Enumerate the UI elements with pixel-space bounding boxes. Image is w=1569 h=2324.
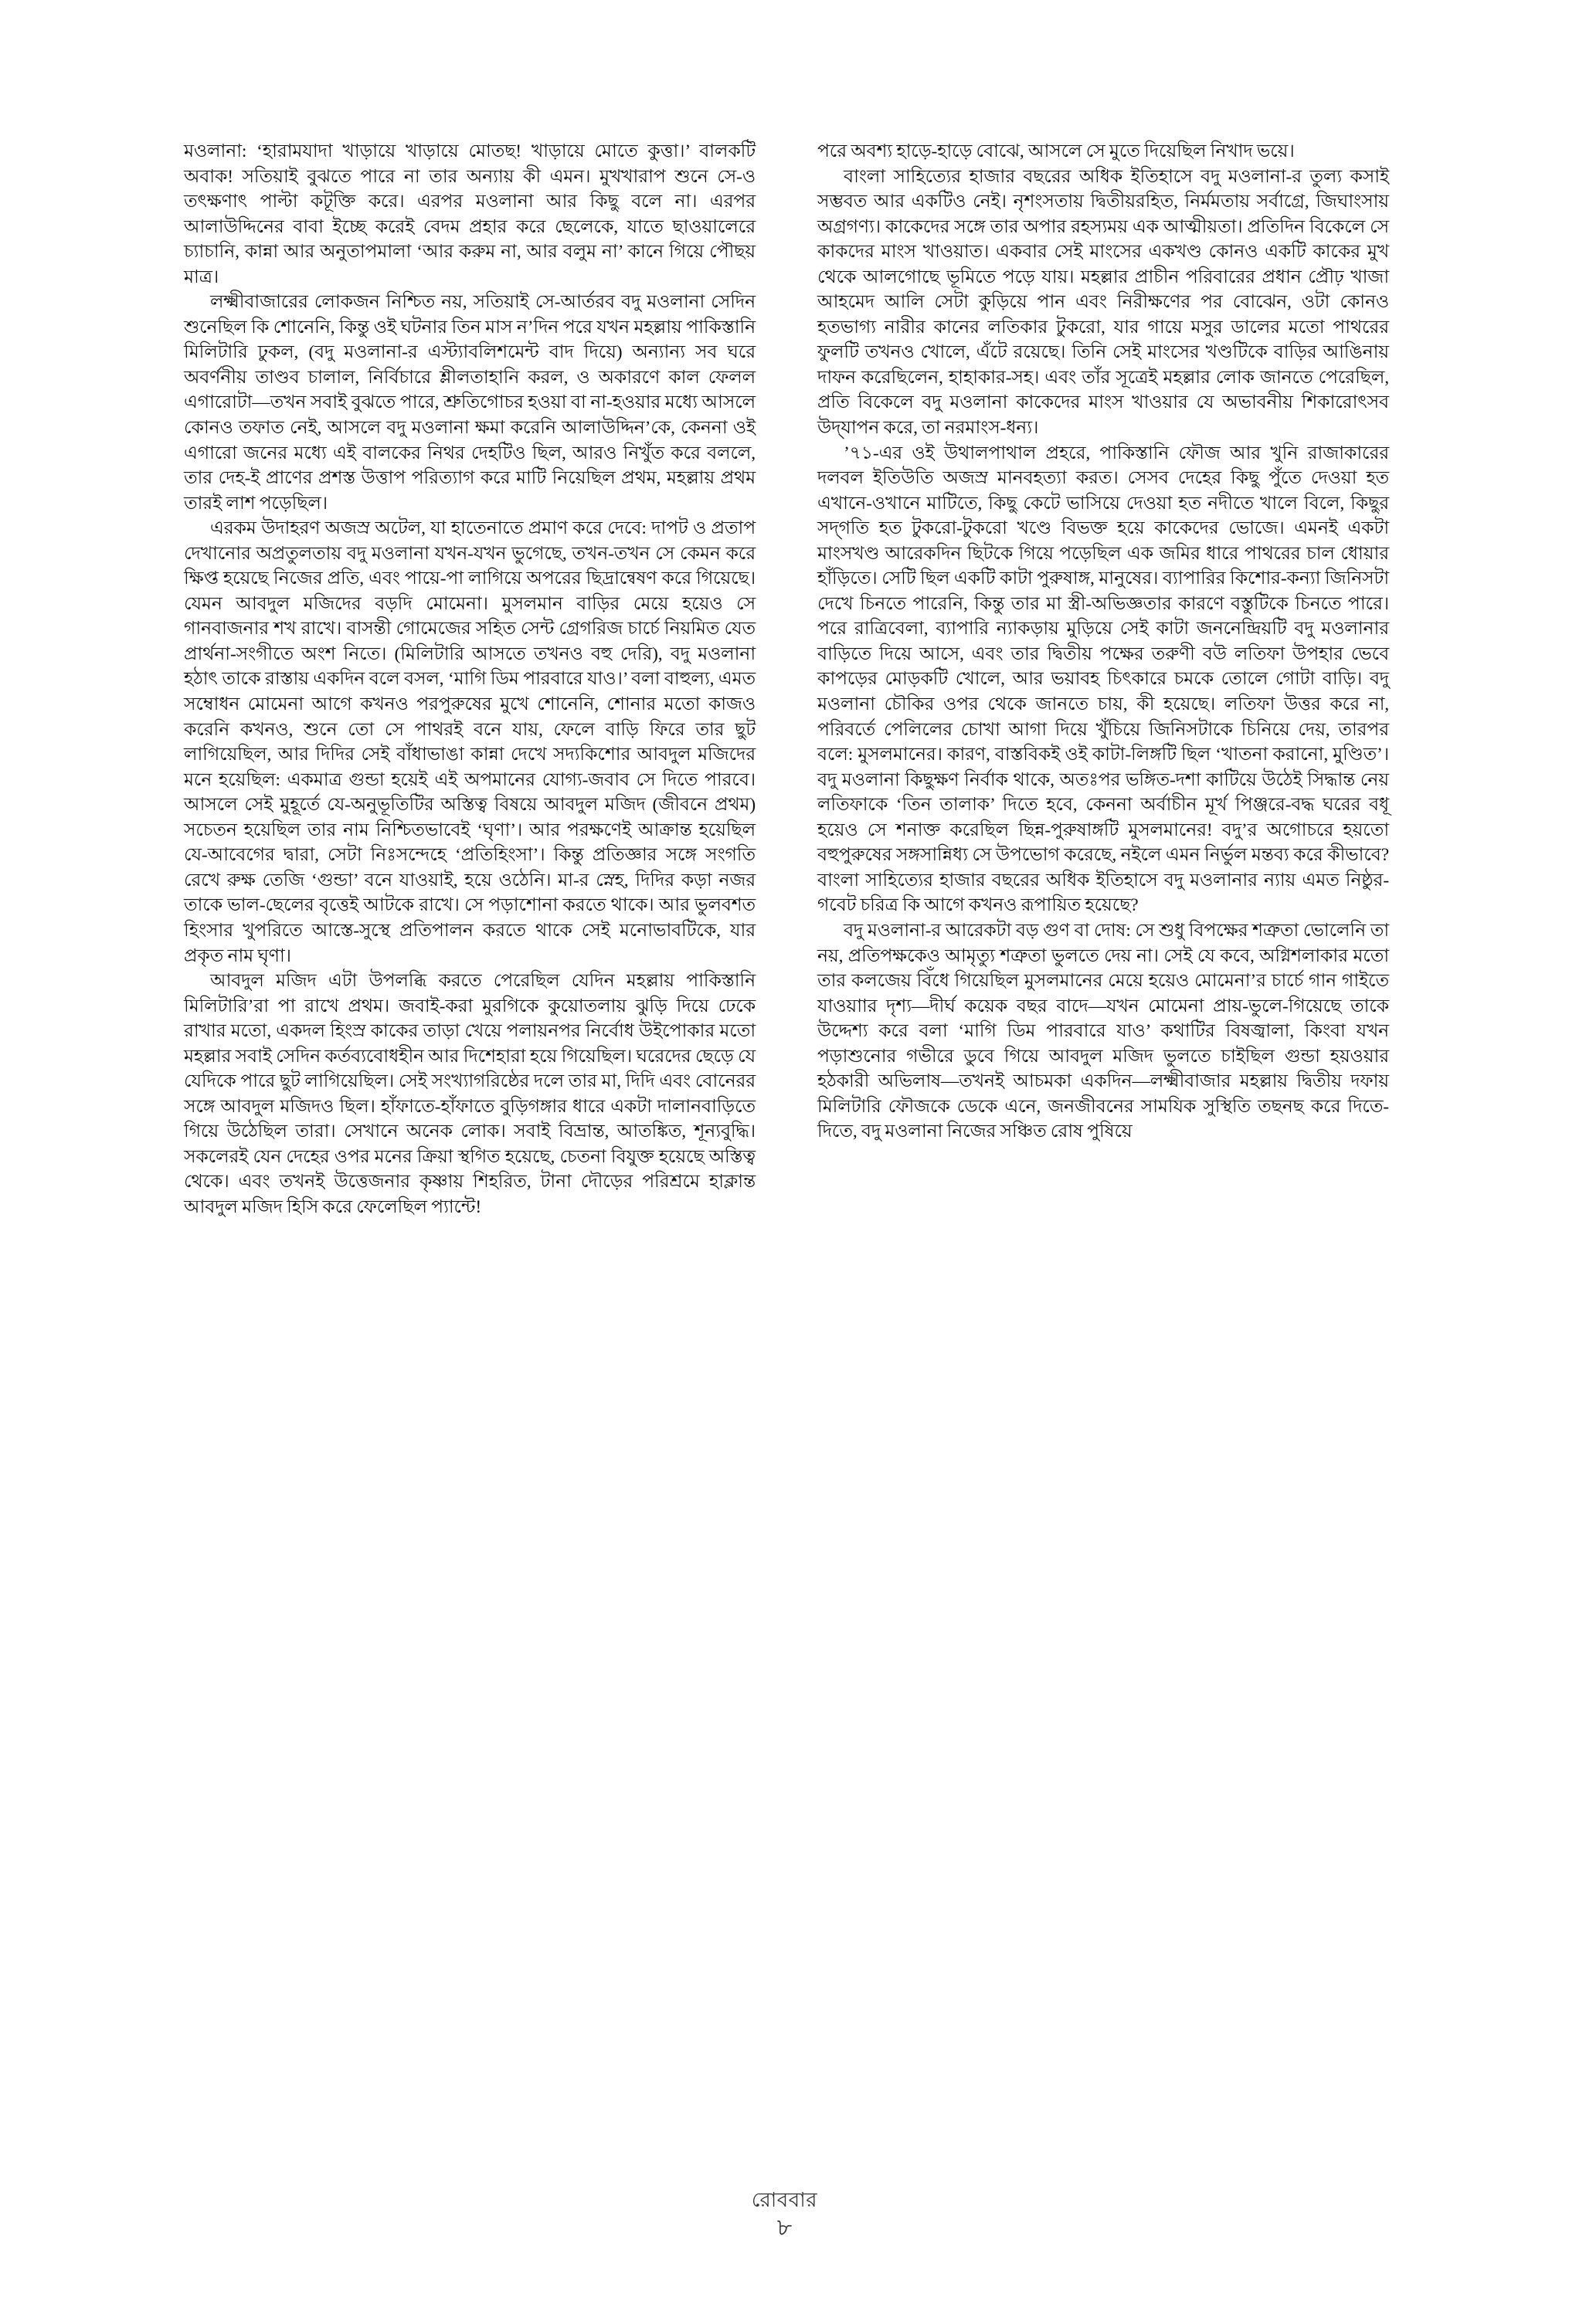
paragraph: বাংলা সাহিত্যের হাজার বছরের অধিক ইতিহাসে বদু মওলানা-র তুল্য কসাই সম্ভবত আর একটিও নেই। নৃশংসতায় দ্বিতীয়রহিত, নির্মমতায় সর্বাগ্রে, জিঘাংসায় অগ্রগণ্য। কাকেদের সঙ্গে তার অপার রহস্যময় এক আত্মীয়তা। প্রতিদিন বিকেলে সে কাকদের মাংস খাওয়াত। একবার সেই মাংসের একখণ্ড কোনও একটি কাকের মুখ থেকে আলগোছে ভূমিতে পড়ে যায়। মহল্লার প্রাচীন পরিবারের প্রধান প্রৌঢ় খাজা আহমেদ আলি সেটা কুড়িয়ে পান এবং নিরীক্ষণের পর বোঝেন, ওটা কোনও হতভাগ্য নারীর কানের লতিকার টুকরো, যার গায়ে মসুর ডালের মতো পাথরের ফুলটি তখনও খোলে, এঁটে রয়েছে। তিনি সেই মাংসের খণ্ডটিকে বাড়ির আঙিনায় দাফন করেছিলেন, হাহাকার-সহ। এবং তাঁর সূত্রেই মহল্লার লোক জানতে পেরেছিল, প্রতি বিকেলে বদু মওলানা কাকেদের মাংস খাওয়ার যে অভাবনীয় শিকারোৎসব উদ্‌যাপন করে, তা নরমাংস-ধন্য। xyxy=(817,166,1389,439)
page-number: ৮ xyxy=(776,2215,793,2241)
paragraph: পরে অবশ্য হাড়ে-হাড়ে বোঝে, আসলে সে মুতে দিয়েছিল নিখাদ ভয়ে। xyxy=(817,141,1295,161)
paragraph: মওলানা: ‘হারামযাদা খাড়ায়ে খাড়ায়ে মোতছ! খাড়ায়ে মোতে কুত্তা।’ বালকটি অবাক! সতিয়াই বুঝতে পারে না তার অন্যায় কী এমন। মুখখারাপ শুনে সে-ও তৎক্ষণাৎ পাল্টা কটূক্তি করে। এরপর মওলানা আর কিছু বলে না। এরপর আলাউদ্দিনের বাবা ইচ্ছে করেই বেদম প্রহার করে ছেলেকে, যাতে ছাওয়ালেরে চ্যাচানি, কান্না আর অনুতাপমালা ‘আর করুম না, আর বলুম না’ কানে গিয়ে পৌছয় মাত্র। xyxy=(184,141,756,287)
paragraph: ’৭১-এর ওই উথালপাথাল প্রহরে, পাকিস্তানি ফৌজ আর খুনি রাজাকারের দলবল ইতিউতি অজস্র মানবহত্যা করত। সেসব দেহের কিছু পুঁতে দেওয়া হত এখানে-ওখানে মাটিতে, কিছু কেটে ভাসিয়ে দেওয়া হত নদীতে খালে বিলে, কিছুর সদ্‌গতি হত টুকরো-টুকরো খণ্ডে বিভক্ত হয়ে কাকেদের ভোজে। এমনই একটা মাংসখণ্ড আরেকদিন ছিটকে গিয়ে পড়েছিল এক জমির ধারে পাথরের চাল ধোয়ার হাঁড়িতে। সেটি ছিল একটি কাটা পুরুষাঙ্গ, মানুষের। ব্যাপারির কিশোর-কন্যা জিনিসটা দেখে চিনতে পারেনি, কিন্তু তার মা স্ত্রী-অভিজ্ঞতার কারণে বস্তুটিকে চিনতে পারে। পরে রাত্রিবেলা, ব্যাপারি ন্যাকড়ায় মুড়িয়ে সেই কাটা জননেন্দ্রিয়টি বদু মওলানার বাড়িতে দিয়ে আসে, এবং তার দ্বিতীয় পক্ষের তরুণী বউ লতিফা উপহার ভেবে কাপড়ের মোড়কটি খোলে, আর ভয়াবহ চিৎকারে চমকে তোলে গোটা বাড়ি। বদু মওলানা চৌকির ওপর থেকে জানতে চায়, কী হয়েছে। লতিফা উত্তর করে না, পরিবর্তে পেলিলের চোখা আগা দিয়ে খুঁচিয়ে জিনিসটাকে চিনিয়ে দেয়, তারপর বলে: মুসলমানের। কারণ, বাস্তবিকই ওই কাটা-লিঙ্গটি ছিল ‘খাতনা করানো, মুণ্ডিত’। বদু মওলানা কিছুক্ষণ নির্বাক থাকে, অতঃপর ভঙ্গিত-দশা কাটিয়ে উঠেই সিদ্ধান্ত নেয় লতিফাকে ‘তিন তালাক’ দিতে হবে, কেননা অর্বাচীন মূর্খ পিঞ্জরে-বদ্ধ ঘরের বধূ হয়েও সে শনাক্ত করেছিল ছিন্ন-পুরুষাঙ্গটি মুসলমানের! বদু’র অগোচরে হয়তো বহুপুরুষের সঙ্গসান্নিধ্য সে উপভোগ করেছে, নইলে এমন নির্ভুল মন্তব্য করে কীভাবে? বাংলা সাহিত্যের হাজার বছরের অধিক ইতিহাসে বদু মওলানার ন্যায় এমত নিষ্ঠুর-গবেট চরিত্র কি আগে কখনও রূপায়িত হয়েছে? xyxy=(817,443,1389,916)
two-column-body xyxy=(184,139,1389,2147)
paragraph: এরকম উদাহরণ অজস্র অটেল, যা হাতেনাতে প্রমাণ করে দেবে: দাপট ও প্রতাপ দেখানোর অপ্রতুলতায় বদু মওলানা যখন-যখন ভুগেছে, তখন-তখন সে কেমন করে ক্ষিপ্ত হয়েছে নিজের প্রতি, এবং পায়ে-পা লাগিয়ে অপরের ছিদ্রান্বেষণ করে গিয়েছে। যেমন আবদুল মজিদের বড়দি মোমেনা। মুসলমান বাড়ির মেয়ে হয়েও সে গানবাজনার শখ রাখে। বাসন্তী গোমেজের সহিত সেন্ট গ্রেগরিজ চার্চে নিয়মিত যেত প্রার্থনা-সংগীতে অংশ নিতে। (মিলিটারি আসতে তখনও বহু দেরি), বদু মওলানা হঠাৎ তাকে রাস্তায় একদিন বলে বসল, ‘মাগি ডিম পারবারে যাও।’ বলা বাহুল্য, এমত সম্বোধন মোমেনা আগে কখনও পরপুরুষের মুখে শোনেনি, শোনার মতো কাজও করেনি কখনও, শুনে তো সে পাথরই বনে যায়, ফেলে বাড়ি ফিরে তার ছুট লাগিয়েছিল, আর দিদির সেই বাঁধাভাঙা কান্না দেখে সদ্যকিশোর আবদুল মজিদের মনে হয়েছিল: একমাত্র গুন্ডা হয়েই এই অপমানের যোগ্য-জবাব সে দিতে পারবে। আসলে সেই মুহূর্তে যে-অনুভূতিটির অস্তিত্ব বিষয়ে আবদুল মজিদ (জীবনে প্রথম) সচেতন হয়েছিল তার নাম নিশ্চিতভাবেই ‘ঘৃণা’। আর পরক্ষণেই আক্রান্ত হয়েছিল যে-আবেগের দ্বারা, সেটা নিঃসন্দেহে ‘প্রতিহিংসা’। কিন্তু প্রতিজ্ঞার সঙ্গে সংগতি রেখে রুক্ষ তেজি ‘গুন্ডা’ বনে যাওয়াই, হয়ে ওঠেনি। মা-র স্নেহ, দিদির কড়া নজর তাকে ভাল-ছেলের বৃত্তেই আটকে রাখে। সে পড়াশোনা করতে থাকে। আর ভুলবশত হিংসার খুপরিতে আস্তে-সুস্থে প্রতিপালন করতে থাকে সেই মনোভাবটিকে, যার প্রকৃত নাম ঘৃণা। xyxy=(184,518,756,966)
paragraph: আবদুল মজিদ এটা উপলব্ধি করতে পেরেছিল যেদিন মহল্লায় পাকিস্তানি মিলিটারি’রা পা রাখে প্রথম। জবাই-করা মুরগিকে কুয়োতলায় ঝুড়ি দিয়ে ঢেকে রাখার মতো, একদল হিংস্র কাকের তাড়া খেয়ে পলায়নপর নির্বোধ উইপোকার মতো মহল্লার সবাই সেদিন কর্তব্যবোধহীন আর দিশেহারা হয়ে গিয়েছিল। ঘরেদের ছেড়ে যে যেদিকে পারে ছুট লাগিয়েছিল। সেই সংখ্যাগরিষ্ঠের দলে তার মা, দিদি এবং বোনেরর সঙ্গে আবদুল মজিদও ছিল। হাঁফাতে-হাঁফাতে বুড়িগঙ্গার ধারে একটা দালানবাড়িতে গিয়ে উঠেছিল তারা। সেখানে অনেক লোক। সবাই বিভ্রান্ত, আতঙ্কিত, শূন্যবুদ্ধি। সকলেরই যেন দেহের ওপর মনের ক্রিয়া স্থগিত হয়েছে, চেতনা বিযুক্ত হয়েছে অস্তিত্ব থেকে। এবং তখনই উত্তেজনার কৃষ্ণায় শিহরিত, টানা দৌড়ের পরিশ্রমে হাক্লান্ত আবদুল মজিদ হিসি করে ফেলেছিল প্যান্টে! xyxy=(184,971,756,1217)
paragraph: বদু মওলানা-র আরেকটা বড় গুণ বা দোষ: সে শুধু বিপক্ষের শত্রুতা ভোলেনি তা নয়, প্রতিপক্ষকেও আমৃত্যু শত্রুতা ভুলতে দেয় না। সেই যে কবে, অগ্নিশলাকার মতো তার কলজেয় বিঁধে গিয়েছিল মুসলমানের মেয়ে হয়েও মোমেনা’র চার্চে গান গাইতে যাওয়াার দৃশ্য—দীর্ঘ কয়েক বছর বাদে—যখন মোমেনা প্রায়-ভুলে-গিয়েছে তাকে উদ্দেশ্য করে বলা ‘মাগি ডিম পারবারে যাও’ কথাটির বিষজ্বালা, কিংবা যখন পড়াশুনোর গভীরে ডুবে গিয়ে আবদুল মজিদ ভুলতে চাইছিল গুন্ডা হয়ওয়ার হঠকারী অভিলাষ—তখনই আচমকা একদিন—লক্ষ্মীবাজার মহল্লায় দ্বিতীয় দফায় মিলিটারি ফৌজকে ডেকে এনে, জনজীবনের সামযিক সুস্থিতি তছনছ করে দিতে-দিতে, বদু মওলানা নিজের সঞ্চিত রোষ পুষিয়ে xyxy=(817,920,1389,1142)
publication-name: রোববার xyxy=(751,2189,818,2212)
right-column xyxy=(817,139,1389,2147)
paragraph: লক্ষ্মীবাজারের লোকজন নিশ্চিত নয়, সতিয়াই সে-আর্তরব বদু মওলানা সেদিন শুনেছিল কি শোনেনি, কিন্তু ওই ঘটনার তিন মাস ন’দিন পরে যখন মহল্লায় পাকিস্তানি মিলিটারি ঢুকল, (বদু মওলানা-র এস্ট্যাবলিশমেন্ট বাদ দিয়ে) অন্যান্য সব ঘরে অবর্ণনীয় তাণ্ডব চালাল, নির্বিচারে শ্লীলতাহানি করল, ও অকারণে কাল ফেলল এগারোটা—তখন সবাই বুঝতে পারে, শ্রুতিগোচর হওয়া বা না-হওয়ার মধ্যে আসলে কোনও তফাত নেই, আসলে বদু মওলানা ক্ষমা করেনি আলাউদ্দিন’কে, কেননা ওই এগারো জনের মধ্যে এই বালকের নিথর দেহটিও ছিল, আরও নিখুঁত করে বললে, তার দেহ-ই প্রাণের প্রশস্ত উত্তাপ পরিত্যাগ করে মাটি নিয়েছিল প্রথম, মহল্লায় প্রথম তারই লাশ পড়েছিল। xyxy=(184,292,756,514)
left-column xyxy=(184,139,756,2147)
page-footer xyxy=(0,2190,1569,2241)
